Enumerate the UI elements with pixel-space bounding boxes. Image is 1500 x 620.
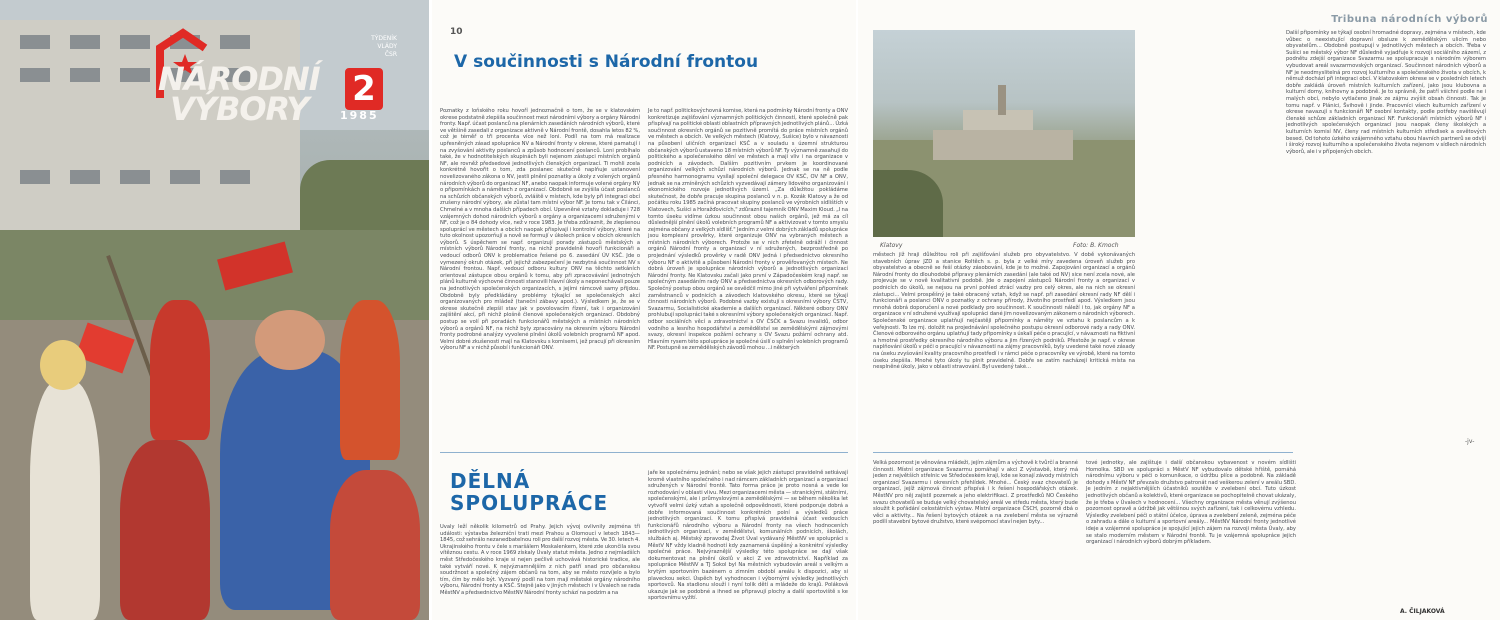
cover-title-line2: VÝBORY <box>170 90 309 128</box>
article-page-right <box>858 0 1300 620</box>
author-initials: -jv- <box>1465 438 1475 445</box>
section-headline-line: DĚLNÁ <box>450 469 531 493</box>
section-column-2: jaře ke společnému jednání; nebo se však jejich zástupci pravidelně setkávají kromě vlastního společného i nad rámcem základních organizací a organizací sdružených v Národní frontě. Tato forma práce je proto nosná a vede ke rozhodování v oblasti vlivu. Mezi organizacemi města — stranickými, státními, společenskými, ale i průmyslovými a zemědělskými — se během několika let vytvořil velmi úzký vztah a společně odpovědnosti, které podporuje dobrá a dobře informovaná součinnost konkrétních polní a výsledků práce jednotlivých organizací. K tomu přispívá pravidelná účast vedoucích funkcionářů národního výboru a Národní fronty na všech hodnoceních jednotlivých organizací, v zemědělství, komunálních podnicích, školách, službách aj. Městský zpravodaj Život Úval vydávaný MěstNV ve spolupráci s MěstV NF vždy kladně hodnotí kdy zaznamená úspěšný a konkrétní výsledky společné práce. Nejvýraznější výsledky této spolupráce se dají však dokumentovat na plnění úkolů v akci Z ve zdravotnictví. Například za spolupráce MěstNV a TJ Sokol byl Na městních vybudován areál s velkým a krytým sportovním bazénem o zimním období areálu k dispozici, aby si plaveckou sekci. Úspěch byl vyhodnocen i výbornými výsledky jednotlivých sportovců. Na stadionu slouží i nyní tolik dětí a mládeže do krajů. Poláková ukazuje jak se podobné a ihned se připravují plochy a další sportoviště s ke sportovnímu vyžití. <box>648 470 848 602</box>
cover-subtitle-line: TÝDENÍK <box>371 35 397 42</box>
cover-subtitle-line: ČSR <box>384 51 397 58</box>
page-number: 10 <box>450 27 463 37</box>
section-divider <box>873 452 1293 453</box>
section-divider <box>440 452 848 453</box>
article-column-3: městech již hraji důležitou roli při zajišťování služeb pro obyvatelstvo. V době vykonávaných stavebních úprav JZD a stanice Roltěch s. p. byla z velké míry zavedena úroveň služeb pro obyvatelstvo a obecně se řeší otázky zásobování, kde je to možné. Zapojování organizací a orgánů Národní fronty do dlouhodobé přípravy plenárních zasedání (ale také od NV) sice není zcela nové, ale projevuje se v nově kvalitativní podobě. Jde o zapojení zástupců Národní fronty a organizací v podnicích do úkolů, se nejsou na první pohled ztrácí vazby pro celý okres, ale na nich se okresní zástupci... Velmi prospěšný je také obracený vztah, když se např. při zasedání okresní rady NF dělí i funkcionáři a poslanci ONV o poznatky z ochrany přírody, životního prostředí apod. Výsledkem jsou mnohá dobrá doporučení a nové podklady pro součinnost. K součinnosti náleží i to, jak orgány NF a organizace v ní sdružené využívají spolupráci dané jim novelizovaným zákonem o národních výborech. Společenské organizace uplatňují nejčastěji připomínky a náměty ve vztahu k poslancům a k veřejnosti. To lze mj. doložit na projednávání společného postupu okresní odborové rady a rady ONV. Členové odborového orgánu uplatňují tady připomínky s úskalí péče o pracující, v návaznosti na fiktivní a hmotné prostředky okresního národního výboru a jim řízených podniků. Přestože je např. v okrese naplňování úkolů v péči o pracující v návaznosti na zájmy pracovníků, byly uvedené také nové zásady na úseku zvyšování kvality pracovního prostředí i v rámci péče o pracovníky ve výrobě, které na tomto úseku zlepšila. Mnohé tyto úkoly tu plnit pravidelně. Dobře se zatím nacházejí kritická místa na nesplněné úkoly, jako v oblasti stravování. Byl uvedený také... <box>873 252 1135 371</box>
section-column-3: Velká pozornost je věnována mládeži, jejím zájmům a výchově k tvůrčí a branné činnosti. Místní organizace Svazarmu pomáhají v akci Z výstavbě, který má jeden z největších střelnic ve Středočeském kraji, kde se konají závody místních organizací Svazarmu i okresních přehlídek. Mnohé... Český svaz chovatelů je organizací, jejíž zájmová činnost přispívá i k řešení hospodářských otázek. MěstNV pro něj zajistil pozemek a jeho elektrifikaci. Z prostředků NO Českého svazu chovatelů se buduje velký chovatelský areál ve středu města, který bude sloužit k pořádání celostátních výstav. Místní organizace ČSCH, pozorně dbá o věci a aktivity... Na řešení bytových otázek a na zvelebení města se výrazně podílí stavební bytové družstvo, které svépomocí staví nejen byty... <box>873 460 1078 526</box>
child-figure <box>120 440 210 620</box>
town-photo <box>873 30 1135 237</box>
article-page-right-column <box>1286 0 1500 620</box>
section-headline <box>450 470 608 514</box>
photo-caption: Klatovy <box>880 242 903 249</box>
cover-title-line1: NÁRODNÍ <box>158 60 320 98</box>
child-figure <box>330 470 420 620</box>
author-name: A. ČILJAKOVÁ <box>1400 608 1445 615</box>
photo-tower <box>998 85 1006 115</box>
woman-figure <box>30 380 100 620</box>
article-column-4: Další připomínky se týkají osobní hromadné dopravy, zejména v místech, kde vůbec o neexistující dopravní obsluze k zemědělským ulicím nebo obyvatelům... Obdobně postupují v jednotlivých městech a obcích. Třeba v Sušici se městský výbor NF důsledně vyjadřuje k rozvoji sociálního zázemí, z podnětu zdejší organizace Svazarmu se spolupracuje s národním výborem vybudovat areál svazarmovských organizací. Součinnost národních výborů a NF je neodmyslitelná pro rozvoj kulturního a společenského života v obcích, k němuž dochází při integraci obcí. V klatovském okrese se v posledních letech dobře zakládá úroveň místních kulturních zařízení, jako jsou klubovna a kulturní domy, knihovny a podobně. Je to správně, že patří všichni podle ne i malých obcí, nebylo vytlačeno jinak ze zájmu zvýšit obsah činnosti. Tak je tomu např. v Plánici, Švihově i jinde. Pracovníci všech kulturních zařízení v okrese navazují s funkcionáři NF osobní kontakty, podle potřeby navštěvují členské schůze základních organizací NF. Funkcionáři místních výborů NF i jednotlivých společenských organizací jsou naopak členy školských a kulturních komisí NV, členy rad místních kulturních středisek a osvětových besed. Od tohoto úzkého vzájemného vztahu obou hlavních partnerů se odvíjí i široký rozvoj kulturního a společenského života nejenom v sídlech národních výborů, ale i v přípojených obcích. <box>1286 30 1486 155</box>
issue-number: 2 <box>352 69 376 109</box>
section-column-1: Uvaly leží několik kilometrů od Prahy. Jejich vývoj ovlivnily zejména tři události: výstavba železniční trati mezi Prahou a Olomoucí v letech 1843—1845, což sehrálo nezanedbatelnou roli pro další rozvoj města. Ve 30. letech 4. Ukrajinského frontu v čele s maršálem Moskalenkem, které zde ukončila svou vítěznou cestu. A v roce 1969 získaly Úvaly statut města. Jedno z nejmladších měst Středočeského kraje si nejen pečlivě uchovává historické tradice, ale také vytváří nové. K nejvýznamnějším z nich patří snad pro občanskou soudržnost a společný zájem občanů na tom, aby se město rozvíjelo a bylo tím, čím by mělo být. Vyzvaný podíl na tom mají městské orgány národního výboru, Národní fronty a KSČ. Stejně jako v jiných městech i v Úvalech se rada MěstNV a předsednictvo MěstNV Národní fronty schází na podzim a na <box>440 524 640 596</box>
photo-credit: Foto: B. Kmoch <box>1073 242 1119 249</box>
article-page-left <box>432 0 856 620</box>
cover-building <box>0 20 300 240</box>
section-headline-line: SPOLUPRÁCE <box>450 491 609 515</box>
issue-year: 1985 <box>340 109 379 122</box>
cover-subtitle-line: VLÁDY <box>377 43 397 50</box>
running-head: Tribuna národních výborů <box>1331 14 1488 25</box>
child-head <box>255 310 325 370</box>
article-column-2: Je to např. politickovýchovná komise, která na podmínky Národní fronty a ONV konkretizuje zajišťování významných politických činností, které společně pak přispívají na politické oblasti oblastních přípravných jednotlivých plánů... Úzká součinnost okresních orgánů se pozitivně promítá do práce místních orgánů ve městech a obcích. Ve velkých městech (Klatovy, Sušice) bylo v návaznosti na působení uličních organizací KSČ a v souladu s územní strukturou občanských výborů ustaveno 18 místních výborů NF. Ty významně zasahují do politického a společenského dění ve městech a mají vliv i na organizace v podnicích a závodech. Dalším pozitivním prvkem je koordinované organizování velkých schůzí národních výborů. Jednak se na ně podle přesného harmonogramu vysílají společní delegace OV KSČ, OV NF a ONV, jednak se na zmíněných schůzích vyzvedávají zámery lidového organizování i ekonomického rozvoje jednotlivých území. „Za důležitou pokládáme skutečnost, že dobře pracuje skupina poslanců v n. p. Kozák Klatovy a že od počátku roku 1985 začíná pracovat skupiny poslanců ve výrobních sídlištích v Klatovech, Sušici a Horažďovicích," zdůraznil tajemník ONV Maxim Kloud. „I na tomto úseku vidíme úzkou součinnost obou našich orgánů, jež má za cíl důslednější plnění úkolů volebních programů NF a aktivizovat v tomto smyslu zejména občany z velkých sídlišť." Jedním z velmi dobrých základů spolupráce jsou komplexní prověrky, které organizuje ONV na vybraných městech a místních národních výborech. Protože se v nich zřetelně odráží i činnost orgánů Národní fronty a organizací v ní sdružených, bezprostředně po projednání výsledků prověrky v radě ONV jedná i předsednictvo okresního výboru NF o aktivitě a působení Národní fronty v prověřovaných místech. Ne dobrá úroveň je spolupráce národních výborů a jednotlivých organizací Národní fronty. Ne Klatovsku začali jako první v Západočeském kraji např. se společným zasedáním rady ONV a předsednictva okresních odborových rady. Společný postup obou orgánů se osvědčil mimo jiné při vytváření připomínek zaměstnanců v podnicích a závodech klatovského okresu, které se týkají činnosti národních výborů. Podobné vazby existují s okresními výbory ČSTV, Svazarmu, Socialistické akademie a dalších organizací. Některé odbory ONV prohlubují spolupráci také s okresními výbory společenských organizací. Např. odbor sociálních věcí a zdravotnictví s OV ČSČK a Svazu invalidů, odbor vodního a lesního hospodářství a zemědělství se zemědělskými zájmovými svazy, okresní inspekce požární ochrany s OV Svazu požární ochrany atd. Hlavním rysem této spolupráce je společné úsilí o splnění volebních programů NF. Postupně se zemědělských závodů mohou ...i některých <box>648 108 848 352</box>
woman-head <box>40 340 86 390</box>
article-headline: V součinnosti s Národní frontou <box>454 52 759 72</box>
magazine-cover <box>0 0 429 620</box>
photo-trees <box>873 170 943 237</box>
article-column-1: Poznatky z loňského roku hovoří jednoznačně o tom, že se v klatovském okrese podstatně zlepšila součinnost mezi národními výbory a orgány Národní fronty. Např. účast poslanců na plenárních zasedáních národních výborů, které ve většině zasedali z organizace aktivně v Národní frontě, dosahla letos 82 %, což je téměř o tři procenta více než loni. Podíl na tom má realizace upřesněných zásad spolupráce NV a Národní fronty v okrese, které pamatují i na zvyšování aktivity poslanců a způsob hodnocení poslanců. Loni probíhalo také, že v hodnotitelských skupinách byli nejenom zástupci místních orgánů NF, ale rovněž předsedové jednotlivých členských organizací. Ti mohli zcela konkrétně hovořit o tom, zda poslanec skutečně naplňuje ustanovení novelizovaného zákona o NV, jestli plnění poznatky a úkoly z volených orgánů národních výborů do organizací NF, anebo naopak informuje volené orgány NV o připomínkách a námětech z organizací. Obdobně se zvýšila účast poslanců na schůzích občanských výborů, zvláště v místech, kde byly při integraci obcí zrušeny národní výbory, ale zůstal tam místní výbor NF. Je tomu tak v Čilánci, Chmelné a v mnoha dalších případech obcí. Upevněné vztahy dokladuje i 728 vzájemných dohod národních výborů s orgány a organizacemi sdruženými v NF, což je o 84 dohody více, než v roce 1983. Je třeba zdůraznit, že zlepšenou spoluprácí ve městech a obcích naopak přispívají i kontrolní výbory, které na tuto okolnost upozorňují a nově se formují v úkolech práce v obcích okresních výborů. S úspěchem se např. organizují porady zástupců městských a místních výborů Národní fronty, na nichž pravidelně hovoří funkcionáři a vedoucí odborů ONV k problematice řešené po 6. zasedání ÚV KSČ. Jde o vymezený okruh otázek, při jejichž zabezpečení je nezbytná součinnost NV s Národní frontou. Např. vedoucí odboru kultury ONV na těchto setkáních orientoval zástupce obou orgánů k tomu, aby při zpracovávání jednotných plánů kulturně výchovné činnosti stanovili hlavní úkoly a neponechávali pouze na jednotlivých společenských organizacích, s jejími rámcově samy přijdou. Obdobně byly předkládány problémy týkající se společenských akcí organizovaných pro mládež (taneční zábavy apod.). Výsledkem je, že se v okrese skutečně zlepšil stav jak v povolovacím řízení, tak i organizování zajištění akcí, při nichž plošně členové společenských organizací. Obdobný postup se volí při poradách funkcionářů městských a místních národních výborů a orgánů NF, na nichž byly zpracovány na okresním výboru Národní fronty podrobné analýzy vyvolené plnění úkolů volebních programů NF apod. Velmi dobré zkušenosti mají na Klatovsku s komisemi, jež pracují při okresním výboru NF a v nichž působí i funkcionáři ONV. <box>440 108 640 352</box>
issue-badge <box>345 68 383 110</box>
section-column-4: tové jednotky, ale zajištuje i další občanskou vybavenost v novém sídlišti Homolka. SBD ve spolupráci s MěstV NF vybudovalo dětské hřiště, pomáhá národnímu výboru v péči o komunikace, o údržbu plíce a podobně. Na základě dohody s MěstV NF převzalo družstvo patronát nad veškerou zelení v areálu SBD. Je jedním z nejaktivnějších účastníků soutěže v zvelebení obcí. Tuto úzkost jednotlivých občanů a kolektivů, které organizace se pochopitelně chovat ukázaly, že je třeba v Úvalech v hodnocení... Všechny organizace města věnují zvýšenou pozornost opravě a údržbě jak většinou svých zařízení, tak i celkovému vzhledu. Výsledky zvelebení péči o státní účelce, úprava a zvelebení zeleně, zejména péče o zahradu a dále o kulturní a sportovní areály... MěstNV Národní fronty jednotlivé ideje a vzájemné spolupráce je spojující jejich zájem na rozvoji města Úvaly, aby se stalo moderním městem v Národní frontě. Tu je vzájemná spolupráce jejich organizací i národních výborů dobrým příkladem. <box>1086 460 1296 546</box>
child-figure <box>150 300 210 440</box>
cover-subtitle <box>357 35 397 59</box>
child-figure <box>340 300 400 460</box>
photo-town <box>933 130 1073 160</box>
